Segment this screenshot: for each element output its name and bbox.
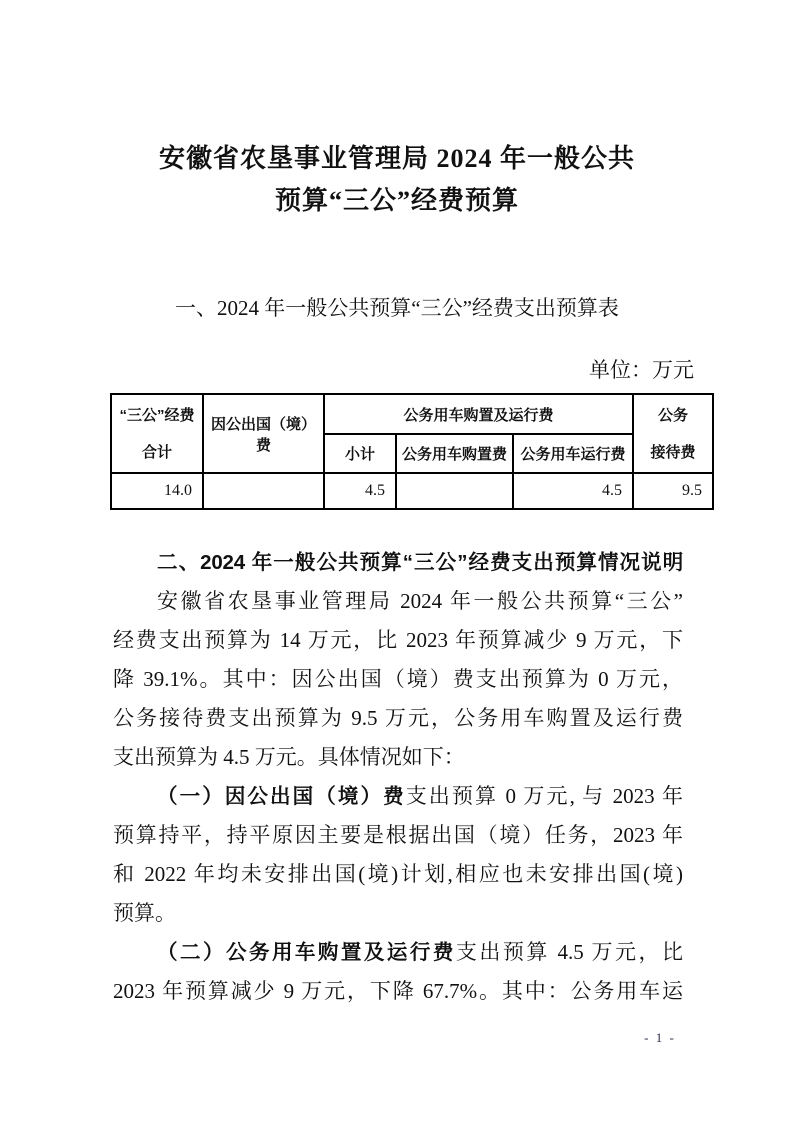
cell-purchase — [396, 473, 513, 509]
body-line: 经费支出预算为 14 万元，比 2023 年预算减少 9 万元，下 — [113, 628, 683, 652]
para2-bold-lead: （一）因公出国（境）费 — [157, 785, 406, 808]
cell-subtotal: 4.5 — [324, 473, 396, 509]
three-public-budget-table — [110, 393, 714, 510]
body-line: 预算。 — [113, 901, 176, 925]
col-header-reception — [633, 394, 713, 473]
table-unit-label: 单位：万元 — [589, 358, 694, 382]
para3-bold-lead: （二）公务用车购置及运行费 — [157, 941, 456, 964]
col-header-abroad: 因公出国（境）费 — [203, 394, 324, 473]
body-line: 公务接待费支出预算为 9.5 万元，公务用车购置及运行费 — [113, 706, 683, 730]
table-data-row — [111, 473, 713, 509]
col-header-purchase: 公务用车购置费 — [396, 434, 513, 473]
col-header-operation: 公务用车运行费 — [513, 434, 633, 473]
cell-total: 14.0 — [111, 473, 203, 509]
cell-reception: 9.5 — [633, 473, 713, 509]
col-header-reception-line1: 公务 — [657, 406, 688, 424]
col-header-reception-line2: 接待费 — [650, 443, 696, 461]
body-line-para3-first — [113, 933, 683, 972]
col-header-total — [111, 394, 203, 473]
body-line: 和 2022 年均未安排出国(境)计划,相应也未安排出国(境) — [113, 862, 683, 886]
section1-heading: 一、2024 年一般公共预算“三公”经费支出预算表 — [175, 296, 619, 320]
body-line: 支出预算为 4.5 万元。具体情况如下： — [113, 745, 465, 769]
body-line: 2023 年预算减少 9 万元，下降 67.7%。其中：公务用车运 — [113, 979, 683, 1003]
page-number: - 1 - — [644, 1030, 676, 1045]
body-line: 降 39.1%。其中：因公出国（境）费支出预算为 0 万元， — [113, 667, 683, 691]
cell-operation: 4.5 — [513, 473, 633, 509]
cell-abroad — [203, 473, 324, 509]
document-title-line2: 预算“三公”经费预算 — [274, 186, 519, 215]
body-line: 预算持平，持平原因主要是根据出国（境）任务，2023 年 — [113, 823, 683, 847]
para2-line1-rest: 支出预算 0 万元, 与 2023 年 — [405, 784, 683, 808]
document-title-line1: 安徽省农垦事业管理局 2024 年一般公共 — [158, 144, 635, 173]
para3-line1-rest: 支出预算 4.5 万元，比 — [455, 940, 683, 964]
col-group-vehicle: 公务用车购置及运行费 — [324, 394, 633, 434]
body-line-para2-first — [113, 777, 683, 816]
col-header-subtotal: 小计 — [324, 434, 396, 473]
col-header-total-line1: “三公”经费 — [119, 406, 195, 424]
col-header-total-line2: 合计 — [141, 443, 172, 461]
section2-heading: 二、2024 年一般公共预算“三公”经费支出预算情况说明 — [157, 551, 683, 574]
document-title — [0, 138, 794, 222]
section2-body — [113, 543, 683, 1011]
body-line: 安徽省农垦事业管理局 2024 年一般公共预算“三公” — [157, 589, 683, 613]
